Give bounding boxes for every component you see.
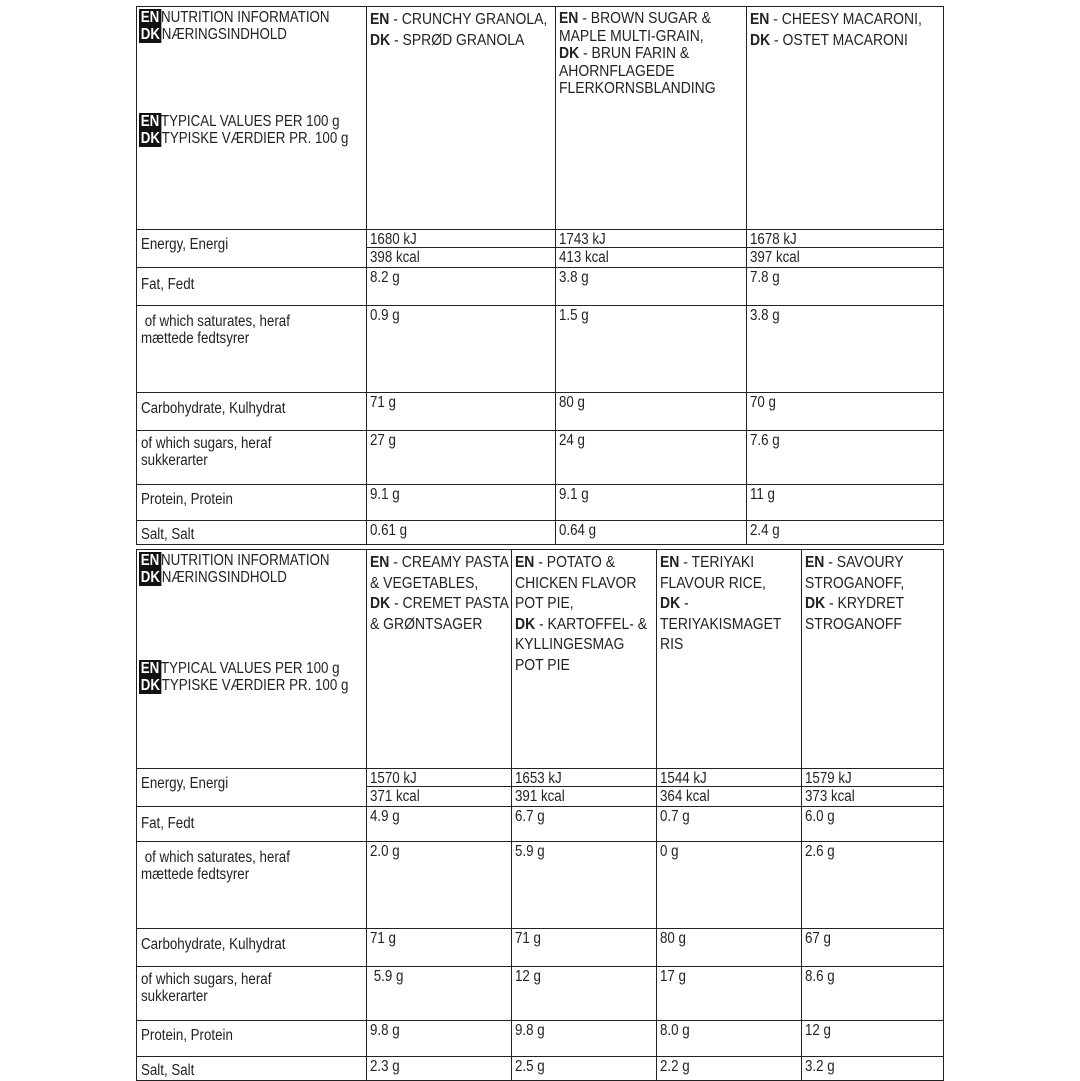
protein-row: [137, 485, 944, 521]
product-name-en: BROWN SUGAR & MAPLE MULTI-GRAIN,: [559, 10, 711, 45]
header-cell: [137, 7, 367, 230]
row-label: Fat, Fedt: [137, 268, 367, 306]
row-label: of which saturates, heraf mættede fedtsyrer: [137, 842, 367, 929]
product-name-dk: BRUN FARIN & AHORNFLAGEDE FLERKORNSBLANDING: [559, 45, 716, 97]
row-label: Salt, Salt: [137, 1057, 367, 1081]
row-label: of which sugars, heraf sukkerarter: [137, 431, 367, 485]
energy-value: 1743 kJ 413 kcal: [556, 230, 747, 268]
product-header: EN - POTATO & CHICKEN FLAVOR POT PIE, DK - KARTOFFEL- & KYLLINGESMAG POT PIE: [512, 550, 657, 769]
cell-value: 71 g: [367, 393, 556, 431]
cell-value: 8.6 g: [802, 967, 944, 1021]
saturates-row: [137, 306, 944, 393]
product-name-dk: KRYDRET STROGANOFF: [805, 595, 904, 633]
product-header: EN - CHEESY MACARONI, DK - OSTET MACARONI: [747, 7, 944, 230]
cell-value: 70 g: [747, 393, 944, 431]
cell-value: 3.8 g: [747, 306, 944, 393]
cell-value: 24 g: [556, 431, 747, 485]
salt-row: [137, 1057, 944, 1081]
product-name-en: CREAMY PASTA & VEGETABLES,: [370, 554, 509, 592]
nutrition-table-1: [136, 6, 944, 545]
cell-value: 67 g: [802, 929, 944, 967]
product-name-dk: KARTOFFEL- & KYLLINGESMAG POT PIE: [515, 615, 648, 674]
header-row: [137, 7, 944, 230]
header-cell: [137, 550, 367, 769]
energy-row: [137, 769, 944, 807]
energy-value: 1653 kJ 391 kcal: [512, 769, 657, 807]
cell-value: 80 g: [556, 393, 747, 431]
row-label: Salt, Salt: [137, 521, 367, 545]
row-label: Carbohydrate, Kulhydrat: [137, 929, 367, 967]
dk-tag: DK: [140, 130, 160, 147]
product-header: EN - BROWN SUGAR & MAPLE MULTI-GRAIN, DK - BRUN FARIN & AHORNFLAGEDE FLERKORNSBLANDING: [556, 7, 747, 230]
cell-value: 12 g: [802, 1021, 944, 1057]
cell-value: 5.9 g: [512, 842, 657, 929]
cell-value: 8.2 g: [367, 268, 556, 306]
cell-value: 6.7 g: [512, 807, 657, 842]
cell-value: 2.6 g: [802, 842, 944, 929]
carbohydrate-row: [137, 393, 944, 431]
cell-value: 27 g: [367, 431, 556, 485]
cell-value: 12 g: [512, 967, 657, 1021]
cell-value: 7.6 g: [747, 431, 944, 485]
carbohydrate-row: [137, 929, 944, 967]
cell-value: 2.4 g: [747, 521, 944, 545]
energy-value: 1680 kJ 398 kcal: [367, 230, 556, 268]
cell-value: 4.9 g: [367, 807, 512, 842]
sugars-row: [137, 431, 944, 485]
cell-value: 0.9 g: [367, 306, 556, 393]
typical-dk: TYPISKE VÆRDIER PR. 100 g: [161, 130, 349, 147]
product-header: EN - CRUNCHY GRANOLA, DK - SPRØD GRANOLA: [367, 7, 556, 230]
en-tag: EN: [140, 9, 160, 26]
cell-value: 9.1 g: [367, 485, 556, 521]
dk-tag: DK: [140, 677, 160, 694]
sugars-row: [137, 967, 944, 1021]
en-tag: EN: [140, 660, 160, 677]
product-name-dk: OSTET MACARONI: [782, 31, 908, 49]
product-header: EN - TERIYAKI FLAVOUR RICE, DK - TERIYAKISMAGET RIS: [657, 550, 802, 769]
row-label: Protein, Protein: [137, 485, 367, 521]
cell-value: 7.8 g: [747, 268, 944, 306]
cell-value: 9.8 g: [512, 1021, 657, 1057]
energy-value: 1570 kJ 371 kcal: [367, 769, 512, 807]
row-label: Fat, Fedt: [137, 807, 367, 842]
cell-value: 2.5 g: [512, 1057, 657, 1081]
row-label: Protein, Protein: [137, 1021, 367, 1057]
energy-value: 1678 kJ 397 kcal: [747, 230, 944, 268]
row-label: Energy, Energi: [137, 769, 367, 807]
cell-value: 1.5 g: [556, 306, 747, 393]
product-name-en: CHEESY MACARONI,: [781, 11, 922, 28]
energy-value: 1579 kJ 373 kcal: [802, 769, 944, 807]
protein-row: [137, 1021, 944, 1057]
product-name-en: SAVOURY STROGANOFF,: [805, 554, 905, 592]
saturates-row: [137, 842, 944, 929]
title-en: NUTRITION INFORMATION: [160, 9, 330, 26]
typical-en: TYPICAL VALUES PER 100 g: [160, 113, 340, 130]
salt-row: [137, 521, 944, 545]
dk-tag: DK: [140, 569, 160, 586]
product-name-dk: CREMET PASTA & GRØNTSAGER: [370, 595, 508, 633]
title-en: NUTRITION INFORMATION: [160, 552, 330, 569]
cell-value: 9.1 g: [556, 485, 747, 521]
product-name-dk: TERIYAKISMAGET RIS: [660, 615, 782, 653]
en-tag: EN: [140, 552, 160, 569]
row-label: Carbohydrate, Kulhydrat: [137, 393, 367, 431]
cell-value: 8.0 g: [657, 1021, 802, 1057]
product-name-dk: SPRØD GRANOLA: [402, 31, 525, 49]
fat-row: [137, 268, 944, 306]
cell-value: 17 g: [657, 967, 802, 1021]
typical-dk: TYPISKE VÆRDIER PR. 100 g: [161, 677, 349, 694]
header-row: [137, 550, 944, 769]
energy-value: 1544 kJ 364 kcal: [657, 769, 802, 807]
cell-value: 5.9 g: [367, 967, 512, 1021]
product-header: EN - SAVOURY STROGANOFF, DK - KRYDRET STROGANOFF: [802, 550, 944, 769]
cell-value: 80 g: [657, 929, 802, 967]
row-label: Energy, Energi: [137, 230, 367, 268]
dk-tag: DK: [140, 26, 160, 43]
cell-value: 11 g: [747, 485, 944, 521]
cell-value: 2.3 g: [367, 1057, 512, 1081]
product-name-en: POTATO & CHICKEN FLAVOR POT PIE,: [515, 554, 637, 612]
cell-value: 6.0 g: [802, 807, 944, 842]
row-label: of which sugars, heraf sukkerarter: [137, 967, 367, 1021]
cell-value: 0 g: [657, 842, 802, 929]
cell-value: 71 g: [512, 929, 657, 967]
title-dk: NÆRINGSINDHOLD: [161, 26, 287, 43]
en-tag: EN: [140, 113, 160, 130]
product-name-en: CRUNCHY GRANOLA,: [401, 11, 548, 28]
title-dk: NÆRINGSINDHOLD: [161, 569, 287, 586]
cell-value: 0.61 g: [367, 521, 556, 545]
cell-value: 9.8 g: [367, 1021, 512, 1057]
typical-en: TYPICAL VALUES PER 100 g: [160, 660, 340, 677]
fat-row: [137, 807, 944, 842]
cell-value: 0.7 g: [657, 807, 802, 842]
cell-value: 3.8 g: [556, 268, 747, 306]
energy-row: [137, 230, 944, 268]
cell-value: 71 g: [367, 929, 512, 967]
cell-value: 2.0 g: [367, 842, 512, 929]
product-header: EN - CREAMY PASTA & VEGETABLES, DK - CREMET PASTA & GRØNTSAGER: [367, 550, 512, 769]
row-label: of which saturates, heraf mættede fedtsyrer: [137, 306, 367, 393]
cell-value: 0.64 g: [556, 521, 747, 545]
cell-value: 2.2 g: [657, 1057, 802, 1081]
product-name-en: TERIYAKI FLAVOUR RICE,: [660, 554, 766, 592]
nutrition-table-2: [136, 549, 944, 1081]
cell-value: 3.2 g: [802, 1057, 944, 1081]
